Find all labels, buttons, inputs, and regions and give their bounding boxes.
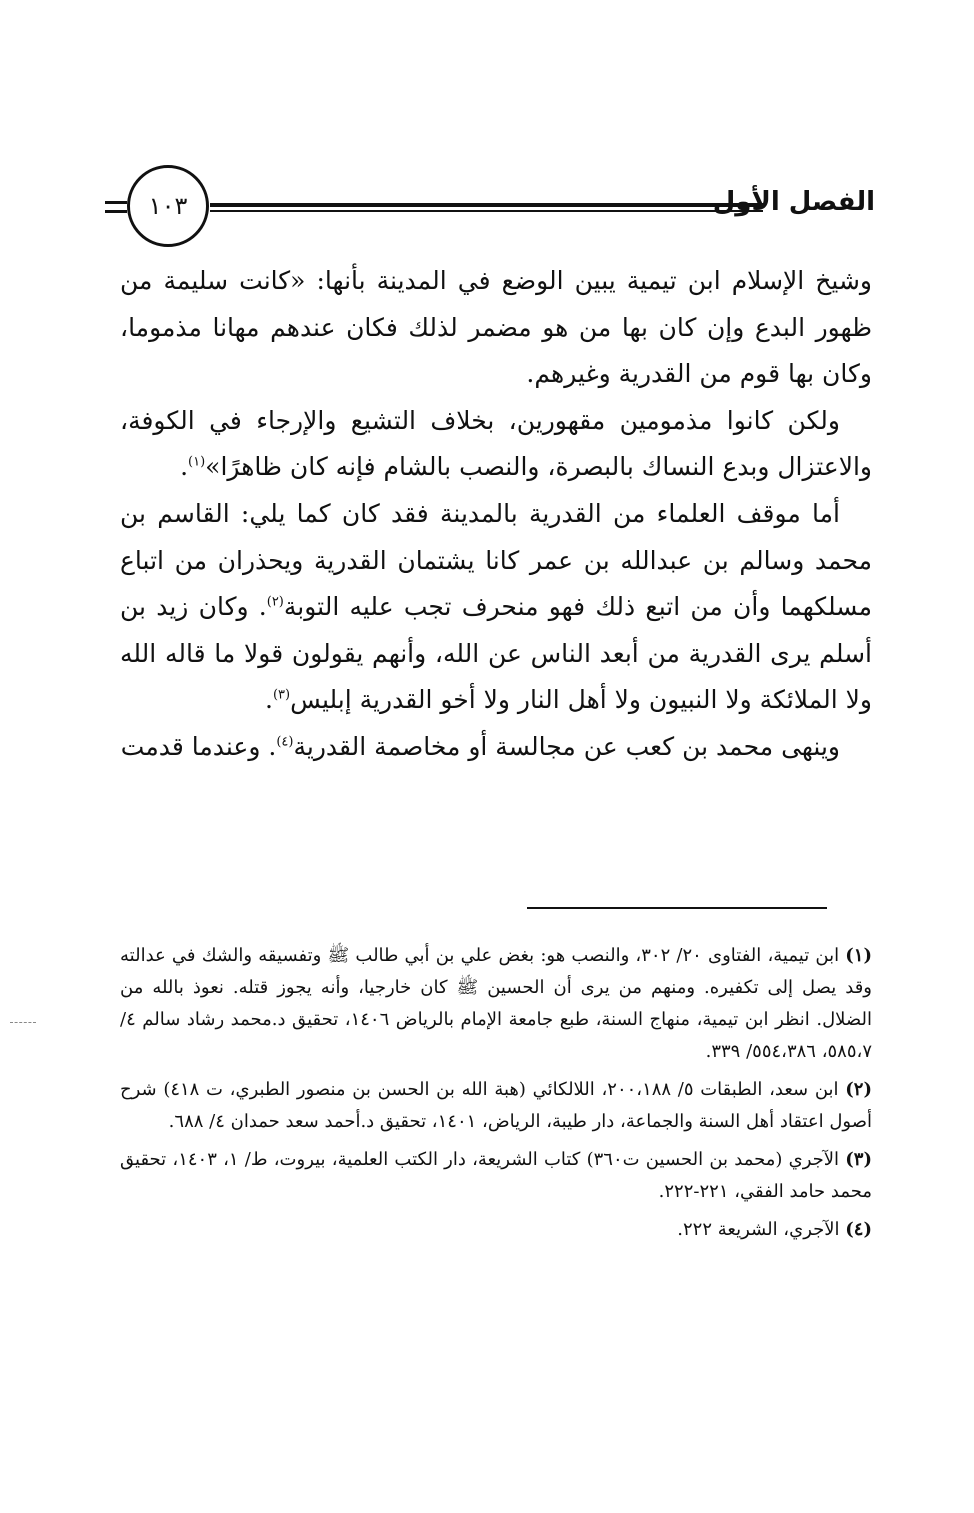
main-text xyxy=(120,258,872,771)
paragraph-text: ولكن كانوا مذمومين مقهورين، بخلاف التشيع والإرجاء في الكوفة، والاعتزال وبدع النساك بالبصرة، والنصب بالشام فإنه كان ظاهرًا» xyxy=(120,405,872,482)
footnote-4 xyxy=(120,1214,872,1246)
paragraph-2 xyxy=(120,398,872,491)
footnote-text: ابن تيمية، الفتاوى ٢٠/ ٣٠٢، والنصب هو: بغض علي بن أبي طالب ﷺ وتفسيقه والشك في عدالته وقد يصل إلى تكفيره. ومنهم من يرى أن الحسين ﷺ كان خارجيا، وأنه يجوز قتله. نعوذ بالله من الضلال. انظر ابن تيمية، منهاج السنة، طبع جامعة الإمام بالرياض ١٤٠٦، تحقيق د.محمد رشاد سالم ٤/ ٥٨٥،٧، ٥٥٤،٣٨٦/ ٣٣٩. xyxy=(120,945,872,1062)
footnote-ref-3[interactable]: (٣) xyxy=(272,688,291,704)
page-number-badge xyxy=(127,165,209,247)
footnote-3 xyxy=(120,1144,872,1208)
footnote-ref-1[interactable]: (١) xyxy=(188,455,206,471)
footnote-2 xyxy=(120,1074,872,1138)
chapter-title: الفصل الأول xyxy=(712,187,875,217)
page-header xyxy=(105,165,875,255)
footnote-ref-2[interactable]: (٢) xyxy=(266,594,284,610)
paragraph-text: . وكان زيد بن أسلم يرى القدرية من أبعد الناس عن الله، وأنهم يقولون قولا ما قاله الله ولا الملائكة ولا النبيون ولا أهل النار ولا أخو القدرية إبليس xyxy=(120,592,872,715)
footnote-number: (٢) xyxy=(845,1079,872,1100)
footnote-number: (١) xyxy=(845,945,872,966)
header-rule xyxy=(210,203,763,212)
footnote-divider xyxy=(527,907,827,909)
footnote-ref-4[interactable]: (٤) xyxy=(276,734,294,750)
paragraph-1 xyxy=(120,258,872,398)
paragraph-text: . xyxy=(265,685,273,715)
footnote-number: (٣) xyxy=(845,1149,872,1170)
paragraph-text: . xyxy=(180,452,189,482)
footnote-text: ابن سعد، الطبقات ٥/ ٢٠٠،١٨٨، اللالكائي (هبة الله بن الحسن بن منصور الطبري، ت ٤١٨) شرح أصول اعتقاد أهل السنة والجماعة، دار طيبة، الرياض، ١٤٠١، تحقيق د.أحمد سعد حمدان ٤/ ٦٨٨. xyxy=(120,1079,872,1132)
paragraph-text: وينهى محمد بن كعب عن مجالسة أو مخاصمة القدرية xyxy=(293,731,840,761)
paragraph-text: . وعندما قدمت xyxy=(120,731,277,761)
footnote-1 xyxy=(120,940,872,1068)
footnotes xyxy=(120,940,872,1252)
header-rule-end xyxy=(105,201,127,213)
scan-edge-mark xyxy=(10,1022,36,1023)
footnote-text: الآجري، الشريعة ٢٢٢. xyxy=(677,1219,840,1240)
paragraph-3 xyxy=(120,491,872,724)
paragraph-4 xyxy=(120,724,872,771)
paragraph-text: أما موقف العلماء من القدرية بالمدينة فقد كان كما يلي: القاسم بن محمد وسالم بن عبدالله بن عمر كانا يشتمان القدرية ويحذران من اتباع مسلكهما وأن من اتبع ذلك فهو منحرف تجب عليه التوبة xyxy=(120,498,872,622)
page-number: ١٠٣ xyxy=(148,192,188,220)
paragraph-text: وشيخ الإسلام ابن تيمية يبين الوضع في المدينة بأنها: «كانت سليمة من ظهور البدع وإن كان بها من هو مضمر لذلك فكان عندهم مهانا مذموما، وكان بها قوم من القدرية وغيرهم. xyxy=(120,266,872,389)
footnote-text: الآجري (محمد بن الحسين ت٣٦٠) كتاب الشريعة، دار الكتب العلمية، بيروت، ط/ ١، ١٤٠٣، تحقيق محمد حامد الفقي، ٢٢١-٢٢٢. xyxy=(120,1149,872,1202)
footnote-number: (٤) xyxy=(845,1219,872,1240)
